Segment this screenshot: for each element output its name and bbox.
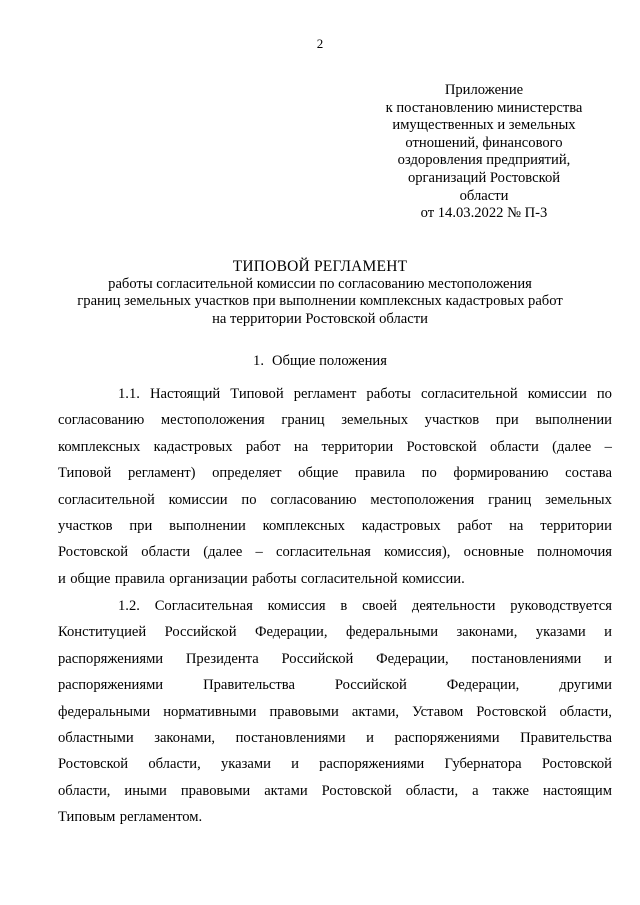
appendix-line: от 14.03.2022 № П-3 [420, 205, 548, 222]
paragraph-1-1 [58, 381, 612, 592]
paragraph-line: согласительной комиссии по согласованию местоположения границ земельных [58, 491, 612, 508]
paragraph-line: распоряжениями Президента Российской Федерации, постановлениями и [58, 650, 612, 667]
appendix-line: отношений, финансового [405, 134, 563, 151]
document-title-block [60, 258, 580, 328]
paragraph-line: Конституцией Российской Федерации, федеральными законами, указами и [58, 624, 612, 641]
appendix-block [370, 82, 598, 223]
section-title: Общие положения [271, 353, 387, 369]
paragraph-line: Типовой регламент) определяет общие правила по формированию состава [58, 465, 612, 482]
appendix-line: оздоровления предприятий, [397, 152, 571, 169]
document-subtitle-line: на территории Ростовской области [212, 310, 428, 327]
paragraph-line: Ростовской области, указами и распоряжениями Губернатора Ростовской [58, 756, 612, 773]
appendix-line: области [459, 187, 509, 204]
page-number: 2 [316, 36, 324, 51]
paragraph-line: федеральными нормативными правовыми актами, Уставом Ростовской области, [58, 703, 612, 720]
paragraph-line: распоряжениями Правительства Российской Федерации, другими [58, 677, 612, 694]
paragraph-line: согласованию местоположения границ земельных участков при выполнении [58, 412, 612, 429]
paragraph-line: комплексных кадастровых работ на территории Ростовской области (далее – [58, 438, 612, 455]
paragraph-line: областными законами, постановлениями и распоряжениями Правительства [58, 730, 612, 747]
section-heading [0, 353, 640, 370]
paragraph-1-2 [58, 593, 612, 831]
section-number: 1. [253, 353, 264, 369]
appendix-line: организаций Ростовской [407, 169, 561, 186]
appendix-line: Приложение [444, 82, 524, 98]
document-subtitle-line: работы согласительной комиссии по согласованию местоположения [108, 275, 532, 292]
paragraph-line: Ростовской области (далее – согласительная комиссия), основные полномочия [58, 544, 612, 561]
paragraph-line: Типовым регламентом. [58, 809, 203, 826]
appendix-line: имущественных и земельных [392, 117, 576, 134]
paragraph-line: участков при выполнении комплексных кадастровых работ на территории [58, 518, 612, 535]
document-subtitle-line: границ земельных участков при выполнении комплексных кадастровых работ [77, 293, 563, 310]
paragraph-line: области, иными правовыми актами Ростовской области, а также настоящим [58, 782, 612, 799]
appendix-line: к постановлению министерства [385, 99, 583, 116]
paragraph-line: 1.2. Согласительная комиссия в своей деятельности руководствуется [118, 598, 612, 614]
document-title: ТИПОВОЙ РЕГЛАМЕНТ [232, 258, 408, 275]
paragraph-line: и общие правила организации работы согласительной комиссии. [58, 570, 465, 587]
paragraph-line: 1.1. Настоящий Типовой регламент работы согласительной комиссии по [118, 386, 612, 402]
